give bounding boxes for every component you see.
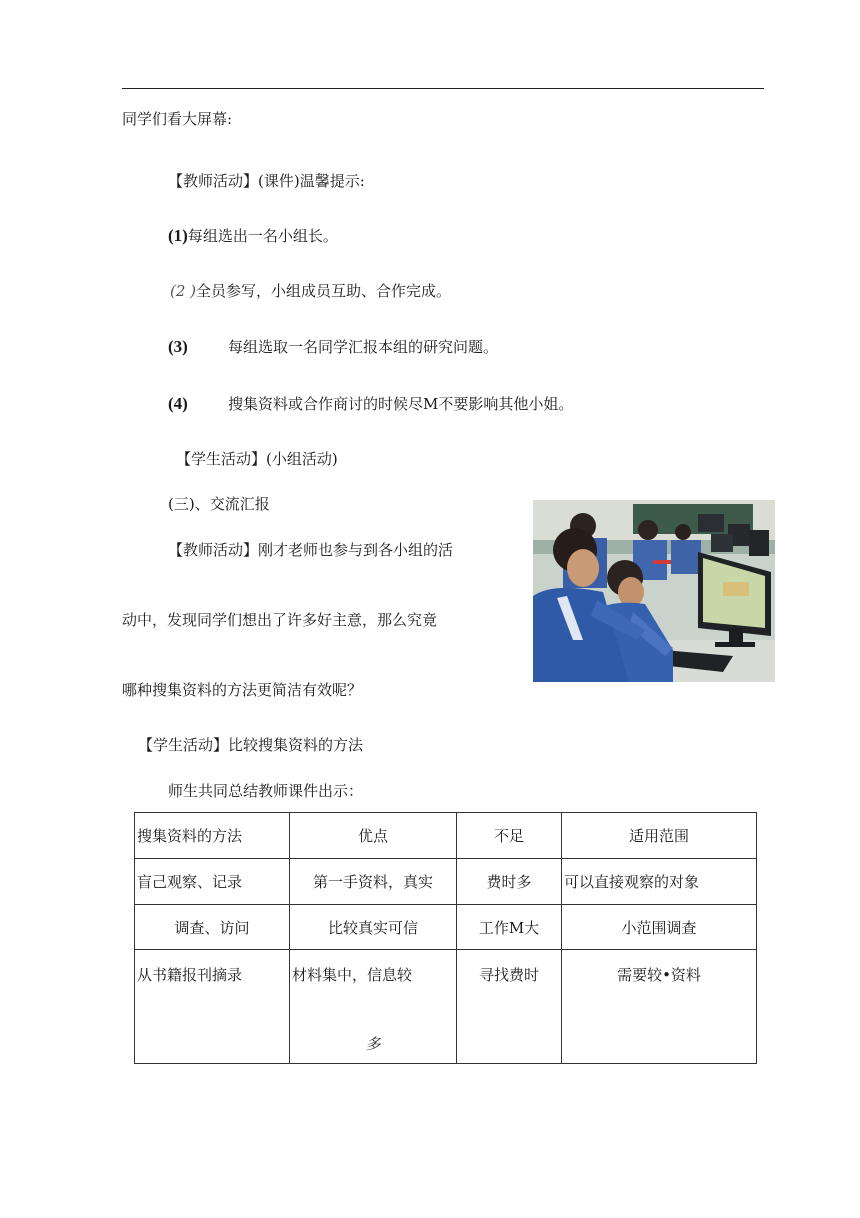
table-cell: 寻找费时 (457, 950, 562, 1064)
tip-2-text: 全员参写，小组成员互助、合作完成。 (196, 282, 452, 300)
tip-4-text: 搜集资料或合作商讨的时候尽M不要影响其他小姐。 (228, 395, 574, 413)
section-heading: (三)、交流汇报 (168, 495, 270, 513)
tip-4-number: (4) (168, 394, 188, 413)
table-cell: 比较真实可信 (290, 905, 457, 950)
paragraph-teacher-2: 动中，发现同学们想出了许多好主意，那么究竟 (122, 611, 438, 629)
tip-1 (168, 226, 338, 246)
teacher-activity-heading: 【教师活动】(课件)温馨提示: (168, 172, 365, 190)
paragraph-teacher-1: 【教师活动】刚才老师也参与到各小组的活 (168, 541, 454, 559)
table-cell: 调查、访问 (135, 905, 290, 950)
header-rule (122, 88, 764, 89)
tip-1-text: 每组选出一名小组长。 (187, 227, 338, 245)
table-header-row (135, 813, 757, 859)
tip-2 (170, 281, 451, 301)
table-cell: 盲己观察、记录 (135, 859, 290, 905)
table-cell: 需要较•资料 (562, 950, 757, 1064)
table-row (135, 950, 757, 1064)
student-activity-heading: 【学生活动】(小组活动) (176, 450, 338, 468)
table-row (135, 859, 757, 905)
paragraph-intro: 同学们看大屏幕: (122, 110, 233, 128)
tip-4 (168, 394, 573, 414)
methods-table (134, 812, 757, 1064)
tip-3-text: 每组选取一名同学汇报本组的研究问题。 (228, 338, 499, 356)
table-cell (290, 950, 457, 1064)
tip-3 (168, 337, 498, 357)
table-cell-continuation: 多 (365, 1035, 381, 1053)
table-cell: 第一手资料，真实 (290, 859, 457, 905)
tip-3-number: (3) (168, 337, 188, 356)
table-cell-text: 材料集中，信息较 (292, 966, 413, 984)
table-header-cell: 不足 (457, 813, 562, 859)
table-cell: 可以直接观察的对象 (562, 859, 757, 905)
table-header-cell: 适用范围 (562, 813, 757, 859)
table-header-cell: 优点 (290, 813, 457, 859)
tip-1-number: (1) (168, 226, 188, 245)
table-row (135, 905, 757, 950)
classroom-photo (533, 500, 775, 682)
student-activity-heading-2: 【学生活动】比较搜集资料的方法 (138, 736, 364, 754)
table-header-cell: 搜集资料的方法 (135, 813, 290, 859)
table-cell: 费时多 (457, 859, 562, 905)
summary-intro: 师生共同总结教师课件出示： (168, 782, 364, 800)
paragraph-teacher-3: 哪种搜集资料的方法更简洁有效呢？ (122, 681, 363, 699)
table-cell: 工作M大 (457, 905, 562, 950)
tip-2-number: (2 ) (170, 282, 197, 300)
table-cell: 小范围调查 (562, 905, 757, 950)
table-cell: 从书籍报刊摘录 (135, 950, 290, 1064)
